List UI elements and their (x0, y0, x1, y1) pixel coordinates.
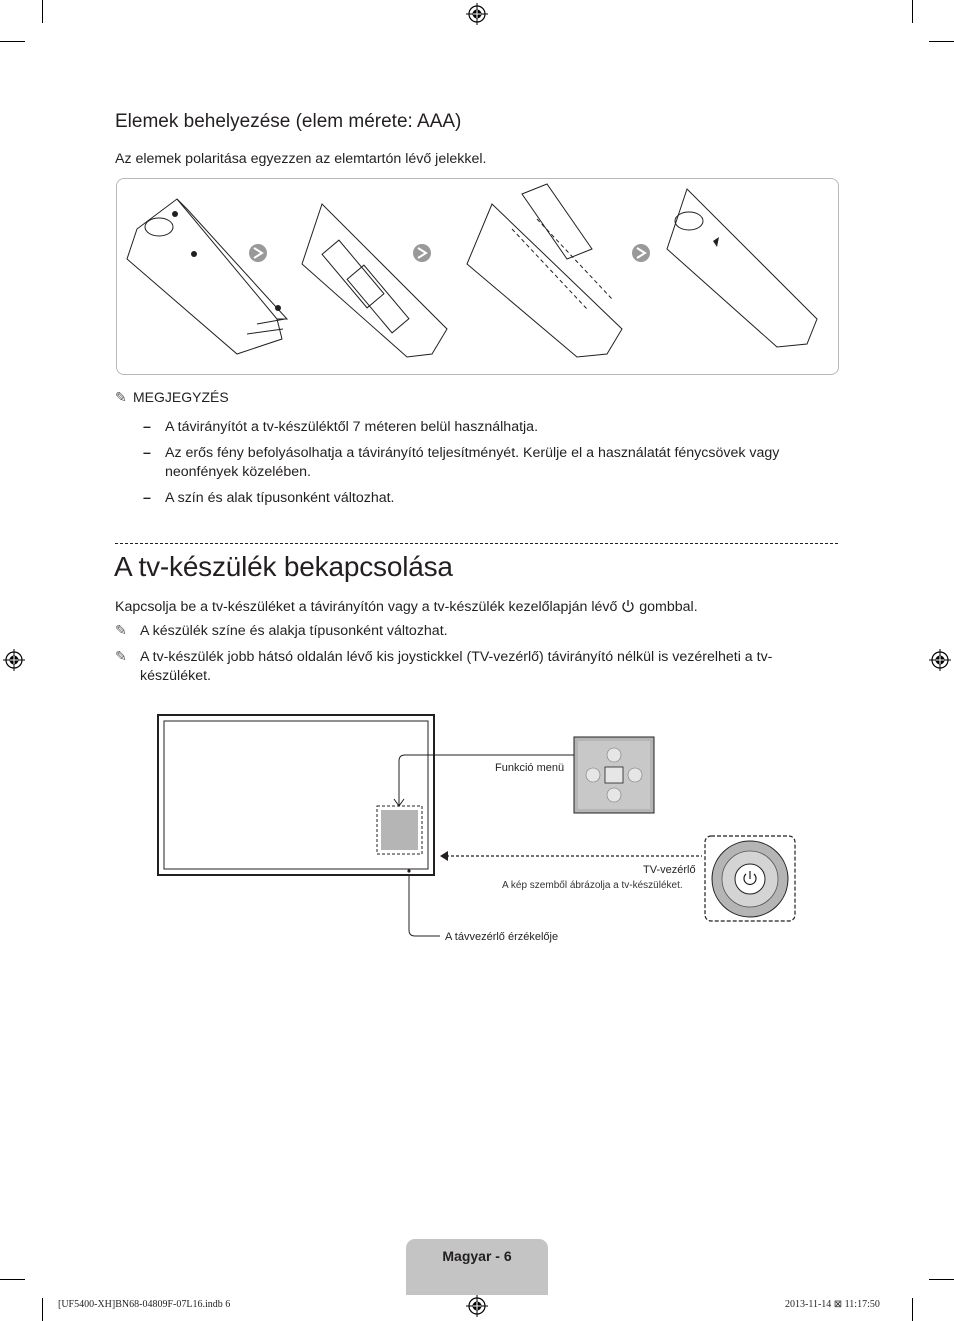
crop-mark (912, 1298, 913, 1321)
file-slug: [UF5400-XH]BN68-04809F-07L16.indb 6 (58, 1299, 231, 1310)
section-heading-battery: Elemek behelyezése (elem mérete: AAA) (115, 111, 462, 132)
tv-controller-diagram (150, 705, 810, 955)
note-title: MEGJEGYZÉS (133, 389, 229, 405)
registration-mark-icon (3, 649, 25, 671)
function-menu-label: Funkció menü (495, 762, 565, 774)
page-label: Magyar - 6 (442, 1248, 512, 1264)
pencil-note-icon: ✎ (115, 623, 127, 639)
pencil-note-icon: ✎ (115, 649, 127, 665)
section-heading-power: A tv-készülék bekapcsolása (114, 551, 453, 582)
controller-sublabel: A kép szemből ábrázolja a tv-készüléket. (502, 880, 683, 891)
registration-mark-icon (466, 3, 488, 25)
crop-mark (912, 0, 913, 23)
crop-mark (42, 1298, 43, 1321)
print-timestamp: 2013-11-14 ⊠ 11:17:50 (785, 1299, 880, 1310)
battery-intro: Az elemek polaritása egyezzen az elemtartón lévő jelekkel. (115, 151, 487, 167)
list-item: – Az erős fény befolyásolhatja a távirányító teljesítményét. Kerülje el a használatát fénycsövek vagy neonfények közelében. (143, 445, 780, 480)
list-item: – A szín és alak típusonként változhat. (143, 490, 395, 506)
crop-mark (0, 1279, 25, 1280)
battery-steps-illustration (117, 179, 838, 374)
crop-mark (0, 41, 25, 42)
pencil-note-icon: ✎ (115, 389, 127, 405)
controller-label: TV-vezérlő (643, 864, 696, 876)
page-number-tab (406, 1239, 548, 1295)
crop-mark (929, 1279, 954, 1280)
power-note-2: ✎ A tv-készülék jobb hátsó oldalán lévő kis joystickkel (TV-vezérlő) távirányító nélkül is vezérelheti a tv-készüléket. (115, 649, 773, 684)
power-instruction: Kapcsolja be a tv-készüléket a távirányítón vagy a tv-készülék kezelőlapján lévő gombbal. (115, 599, 698, 615)
note-header (115, 389, 229, 406)
registration-mark-icon (929, 649, 951, 671)
sensor-label: A távvezérlő érzékelője (445, 931, 559, 943)
registration-mark-icon (466, 1295, 488, 1317)
list-item: – A távirányítót a tv-készüléktől 7 méteren belül használhatja. (143, 419, 539, 435)
power-icon (621, 599, 635, 613)
power-note-1: ✎ A készülék színe és alakja típusonként változhat. (115, 623, 448, 639)
note-list (143, 418, 833, 515)
arrow-right-icon (249, 244, 267, 262)
crop-mark (42, 0, 43, 23)
battery-illustration-panel (116, 178, 839, 375)
arrow-right-icon (632, 244, 650, 262)
arrow-right-icon (413, 244, 431, 262)
crop-mark (929, 41, 954, 42)
section-divider (115, 543, 838, 544)
